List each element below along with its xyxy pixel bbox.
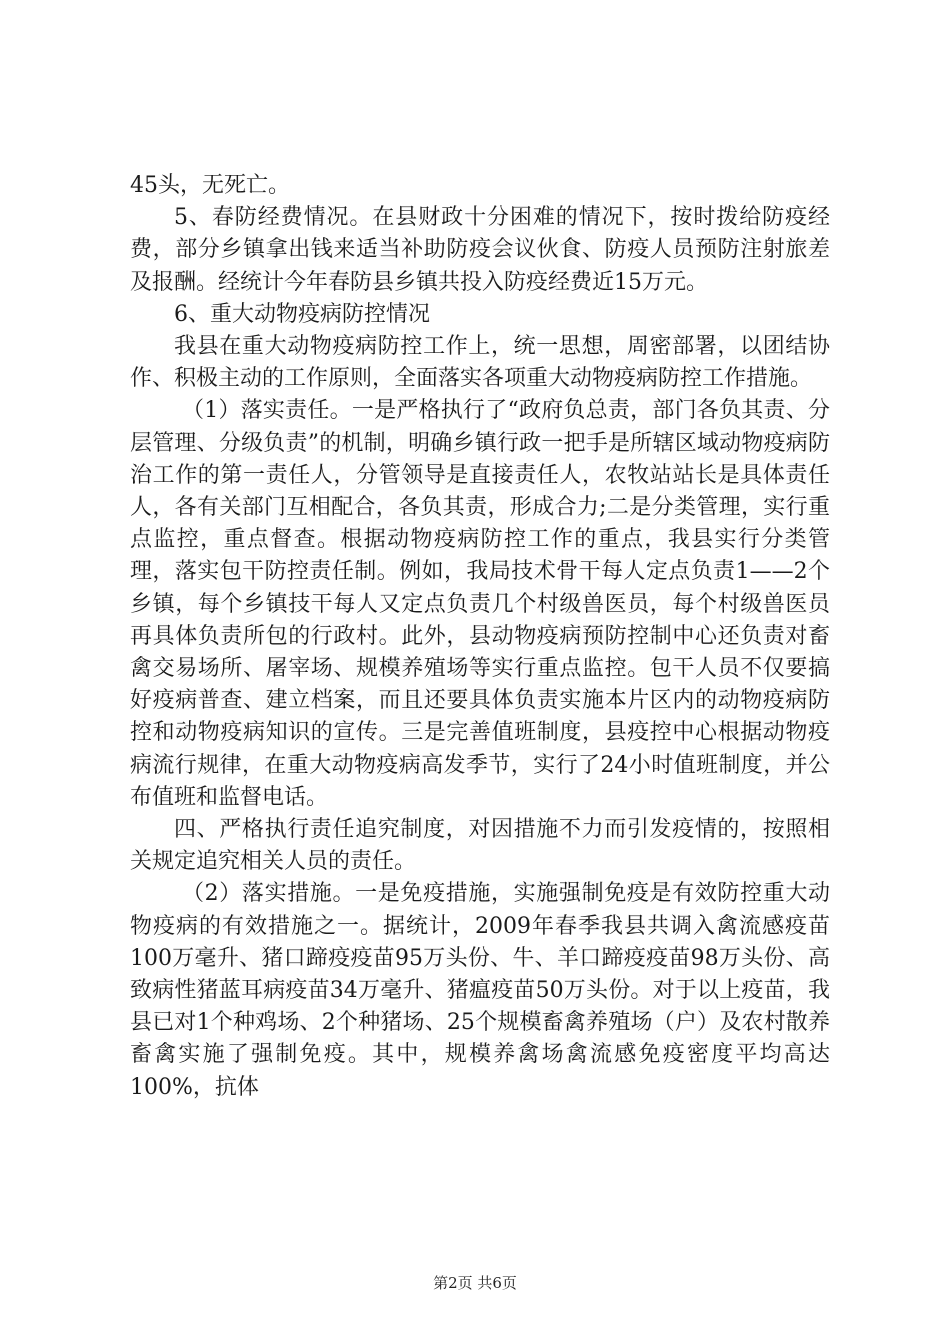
page-number-footer: 第2页 共6页 xyxy=(433,1274,517,1292)
document-body xyxy=(130,170,830,1104)
paragraph-spring-funding: 5、春防经费情况。在县财政十分困难的情况下，按时拨给防疫经费，部分乡镇拿出钱来适当补助防疫会议伙食、防疫人员预防注射旅差及报酬。经统计今年春防县乡镇共投入防疫经费近15万元。 xyxy=(130,205,830,295)
paragraph-accountability: 四、严格执行责任追究制度，对因措施不力而引发疫情的，按照相关规定追究相关人员的责任。 xyxy=(130,817,830,875)
paragraph-responsibility: （1）落实责任。一是严格执行了“政府负总责，部门各负其责、分层管理、分级负责”的机制，明确乡镇行政一把手是所辖区域动物疫病防治工作的第一责任人，分管领导是直接责任人，农牧站站长是具体责任人，各有关部门互相配合，各负其责，形成合力;二是分类管理，实行重点监控，重点督查。根据动物疫病防控工作的重点，我县实行分类管理，落实包干防控责任制。例如，我局技术骨干每人定点负责1——2个乡镇，每个乡镇技干每人又定点负责几个村级兽医员，每个村级兽医员再具体负责所包的行政村。此外，县动物疫病预防控制中心还负责对畜禽交易场所、屠宰场、规模养殖场等实行重点监控。包干人员不仅要搞好疫病普查、建立档案，而且还要具体负责实施本片区内的动物疫病防控和动物疫病知识的宣传。三是完善值班制度，县疫控中心根据动物疫病流行规律，在重大动物疫病高发季节，实行了24小时值班制度，并公布值班和监督电话。 xyxy=(130,398,830,810)
paragraph-continuation: 45头，无死亡。 xyxy=(130,173,290,198)
paragraph-measures: （2）落实措施。一是免疫措施，实施强制免疫是有效防控重大动物疫病的有效措施之一。据统计，2009年春季我县共调入禽流感疫苗100万毫升、猪口蹄疫疫苗95万头份、牛、羊口蹄疫疫苗98万头份、高致病性猪蓝耳病疫苗34万毫升、猪瘟疫苗50万头份。对于以上疫苗，我县已对1个种鸡场、2个种猪场、25个规模畜禽养殖场（户）及农村散养畜禽实施了强制免疫。其中，规模养禽场禽流感免疫密度平均高达100%，抗体 xyxy=(130,881,830,1100)
paragraph-overview: 我县在重大动物疫病防控工作上，统一思想，周密部署，以团结协作、积极主动的工作原则，全面落实各项重大动物疫病防控工作措施。 xyxy=(130,334,830,392)
section-heading-major-disease: 6、重大动物疫病防控情况 xyxy=(174,301,430,327)
